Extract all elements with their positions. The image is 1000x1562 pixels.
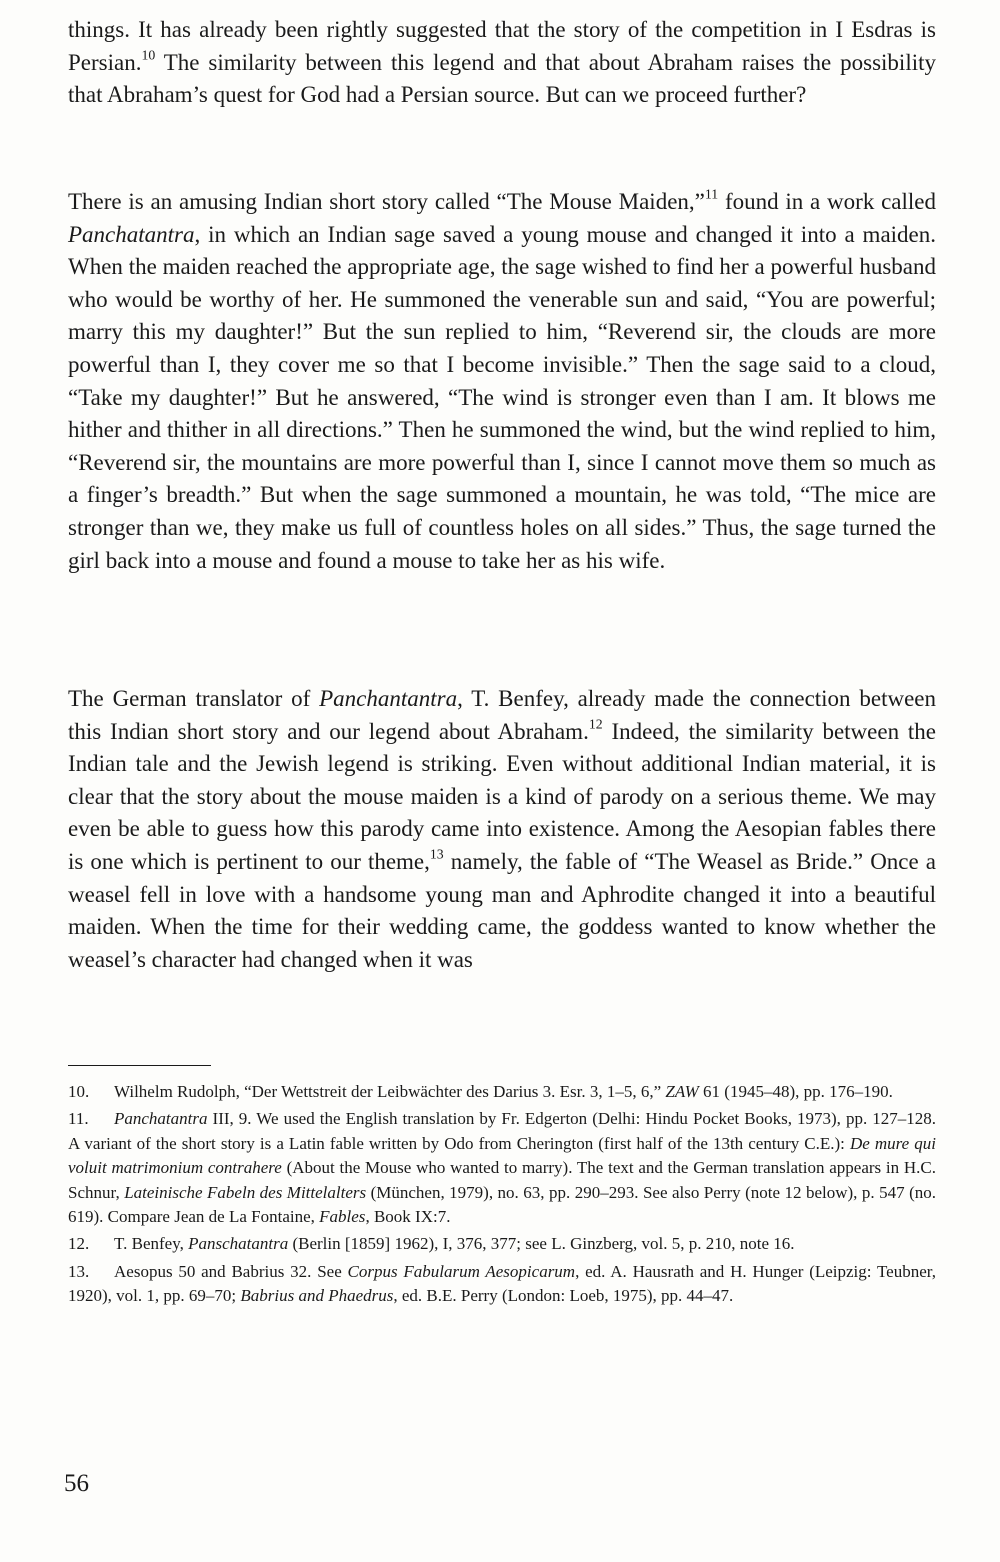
text-run: (Berlin [1859] 1962), I, 376, 377; see L. Ginzberg, vol. 5, p. 210, note 16. (288, 1234, 795, 1254)
footnote-12 (68, 1232, 936, 1256)
text-run: , T. Benfey, already made the connection between this Indian short story and our legend about Abraham. (68, 686, 936, 744)
footnote-text (68, 1109, 936, 1226)
footnote-text (68, 1262, 936, 1305)
footnote-10 (68, 1080, 936, 1104)
body-paragraph-1 (68, 14, 936, 112)
text-run: found in a work called (718, 189, 937, 214)
footnote-number: 13. (68, 1261, 90, 1281)
footnote-13 (68, 1260, 936, 1309)
text-run: Aesopus 50 and Babrius 32. See (114, 1261, 348, 1281)
text-run: , ed. A. Hausrath and H. Hunger (Leipzig: Teubner, 1920), vol. 1, pp. 69–70; (68, 1261, 936, 1306)
text-run: , ed. B.E. Perry (London: Loeb, 1975), pp. 44–47. (393, 1286, 734, 1306)
footnote-reference: 10 (141, 47, 156, 63)
text-run: things. It has already been rightly suggested that the story of the competition in I Esdras is Persian. (68, 17, 936, 75)
footnote-11 (68, 1107, 936, 1229)
italic-text: Panchatantra (68, 221, 195, 247)
footnote-text (114, 1082, 893, 1101)
page-number: 56 (64, 1470, 89, 1497)
italic-text: Panchantantra (319, 686, 458, 711)
italic-text: Corpus Fabularum Aesopicarum (347, 1261, 576, 1281)
text-run: T. Benfey, (114, 1234, 189, 1254)
footnote-number: 10. (68, 1082, 90, 1101)
italic-text: Babrius and Phaedrus (240, 1286, 394, 1306)
text-run: Indeed, the similarity between the Indian tale and the Jewish legend is striking. Even without additional Indian material, it is clear that the story about the mouse maiden is a kind of parody on a serious theme. We may even be able to guess how this parody came into existence. Among the Aesopian fables there is one which is pertinent to our theme, (68, 718, 936, 874)
text-run: (About the Mouse who wanted to marry). The text and the German translation appears in H.C. Schnur, (68, 1158, 937, 1202)
italic-text: Fables (319, 1207, 366, 1227)
italic-text: Panschatantra (188, 1234, 289, 1254)
text-run: , Book IX:7. (365, 1207, 451, 1227)
italic-text: Lateinische Fabeln des Mittelalters (124, 1182, 367, 1202)
footnote-reference: 13 (429, 846, 444, 862)
text-run: The similarity between this legend and that about Abraham raises the possibility that Abraham’s quest for God had a Persian source. But can we proceed further? (68, 49, 936, 108)
text-run: Wilhelm Rudolph, “Der Wettstreit der Leibwächter des Darius 3. Esr. 3, 1–5, 6,” (114, 1082, 666, 1101)
text-run: namely, the fable of “The Weasel as Bride.” Once a weasel fell in love with a handsome young man and Aphrodite changed it into a beautiful maiden. When the time for their wedding came, the goddess wanted to know whether the weasel’s character had changed when it was (68, 848, 937, 972)
italic-text: ZAW (665, 1082, 699, 1101)
text-run: There is an amusing Indian short story called “The Mouse Maiden,” (68, 189, 705, 214)
footnote-number: 12. (68, 1234, 90, 1254)
text-run: The German translator of (68, 686, 320, 711)
text-run: (München, 1979), no. 63, pp. 290–293. See also Perry (note 12 below), p. 547 (no. 619). Compare Jean de La Fontaine, (68, 1182, 936, 1227)
italic-text: Panchatantra (114, 1109, 208, 1129)
footnote-number: 11. (68, 1109, 89, 1129)
body-paragraph-2 (68, 186, 936, 577)
body-paragraph-3 (68, 683, 936, 976)
footnote-reference: 11 (704, 186, 719, 202)
footnotes (68, 1080, 936, 1312)
footnote-separator (68, 1065, 211, 1066)
italic-text: De mure qui voluit matrimonium contrahere (68, 1133, 936, 1178)
text-run: 61 (1945–48), pp. 176–190. (698, 1082, 893, 1101)
footnote-reference: 12 (588, 716, 603, 732)
footnote-text (114, 1234, 795, 1253)
text-run: III, 9. We used the English translation by Fr. Edgerton (Delhi: Hindu Pocket Books, 1973), pp. 127–128. A variant of the short story is a Latin fable written by Odo from Cherington (first half of the 13th century C.E.): (68, 1109, 936, 1153)
text-run: , in which an Indian sage saved a young mouse and changed it into a maiden. When the maiden reached the appropriate age, the sage wished to find her a powerful husband who would be worthy of her. He summoned the venerable sun and said, “You are powerful; marry this my daughter!” But the sun replied to him, “Reverend sir, the clouds are more powerful than I, they cover me so that I become invisible.” Then the sage said to a cloud, “Take my daughter!” But he answered, “The wind is stronger even than I am. It blows me hither and thither in all directions.” Then he summoned the wind, but the wind replied to him, “Reverend sir, the mountains are more powerful than I, since I cannot move them so much as a finger’s breadth.” But when the sage summoned a mountain, he was told, “The mice are stronger than we, they make us full of countless holes on all sides.” Thus, the sage turned the girl back into a mouse and found a mouse to take her as his wife. (68, 221, 936, 573)
